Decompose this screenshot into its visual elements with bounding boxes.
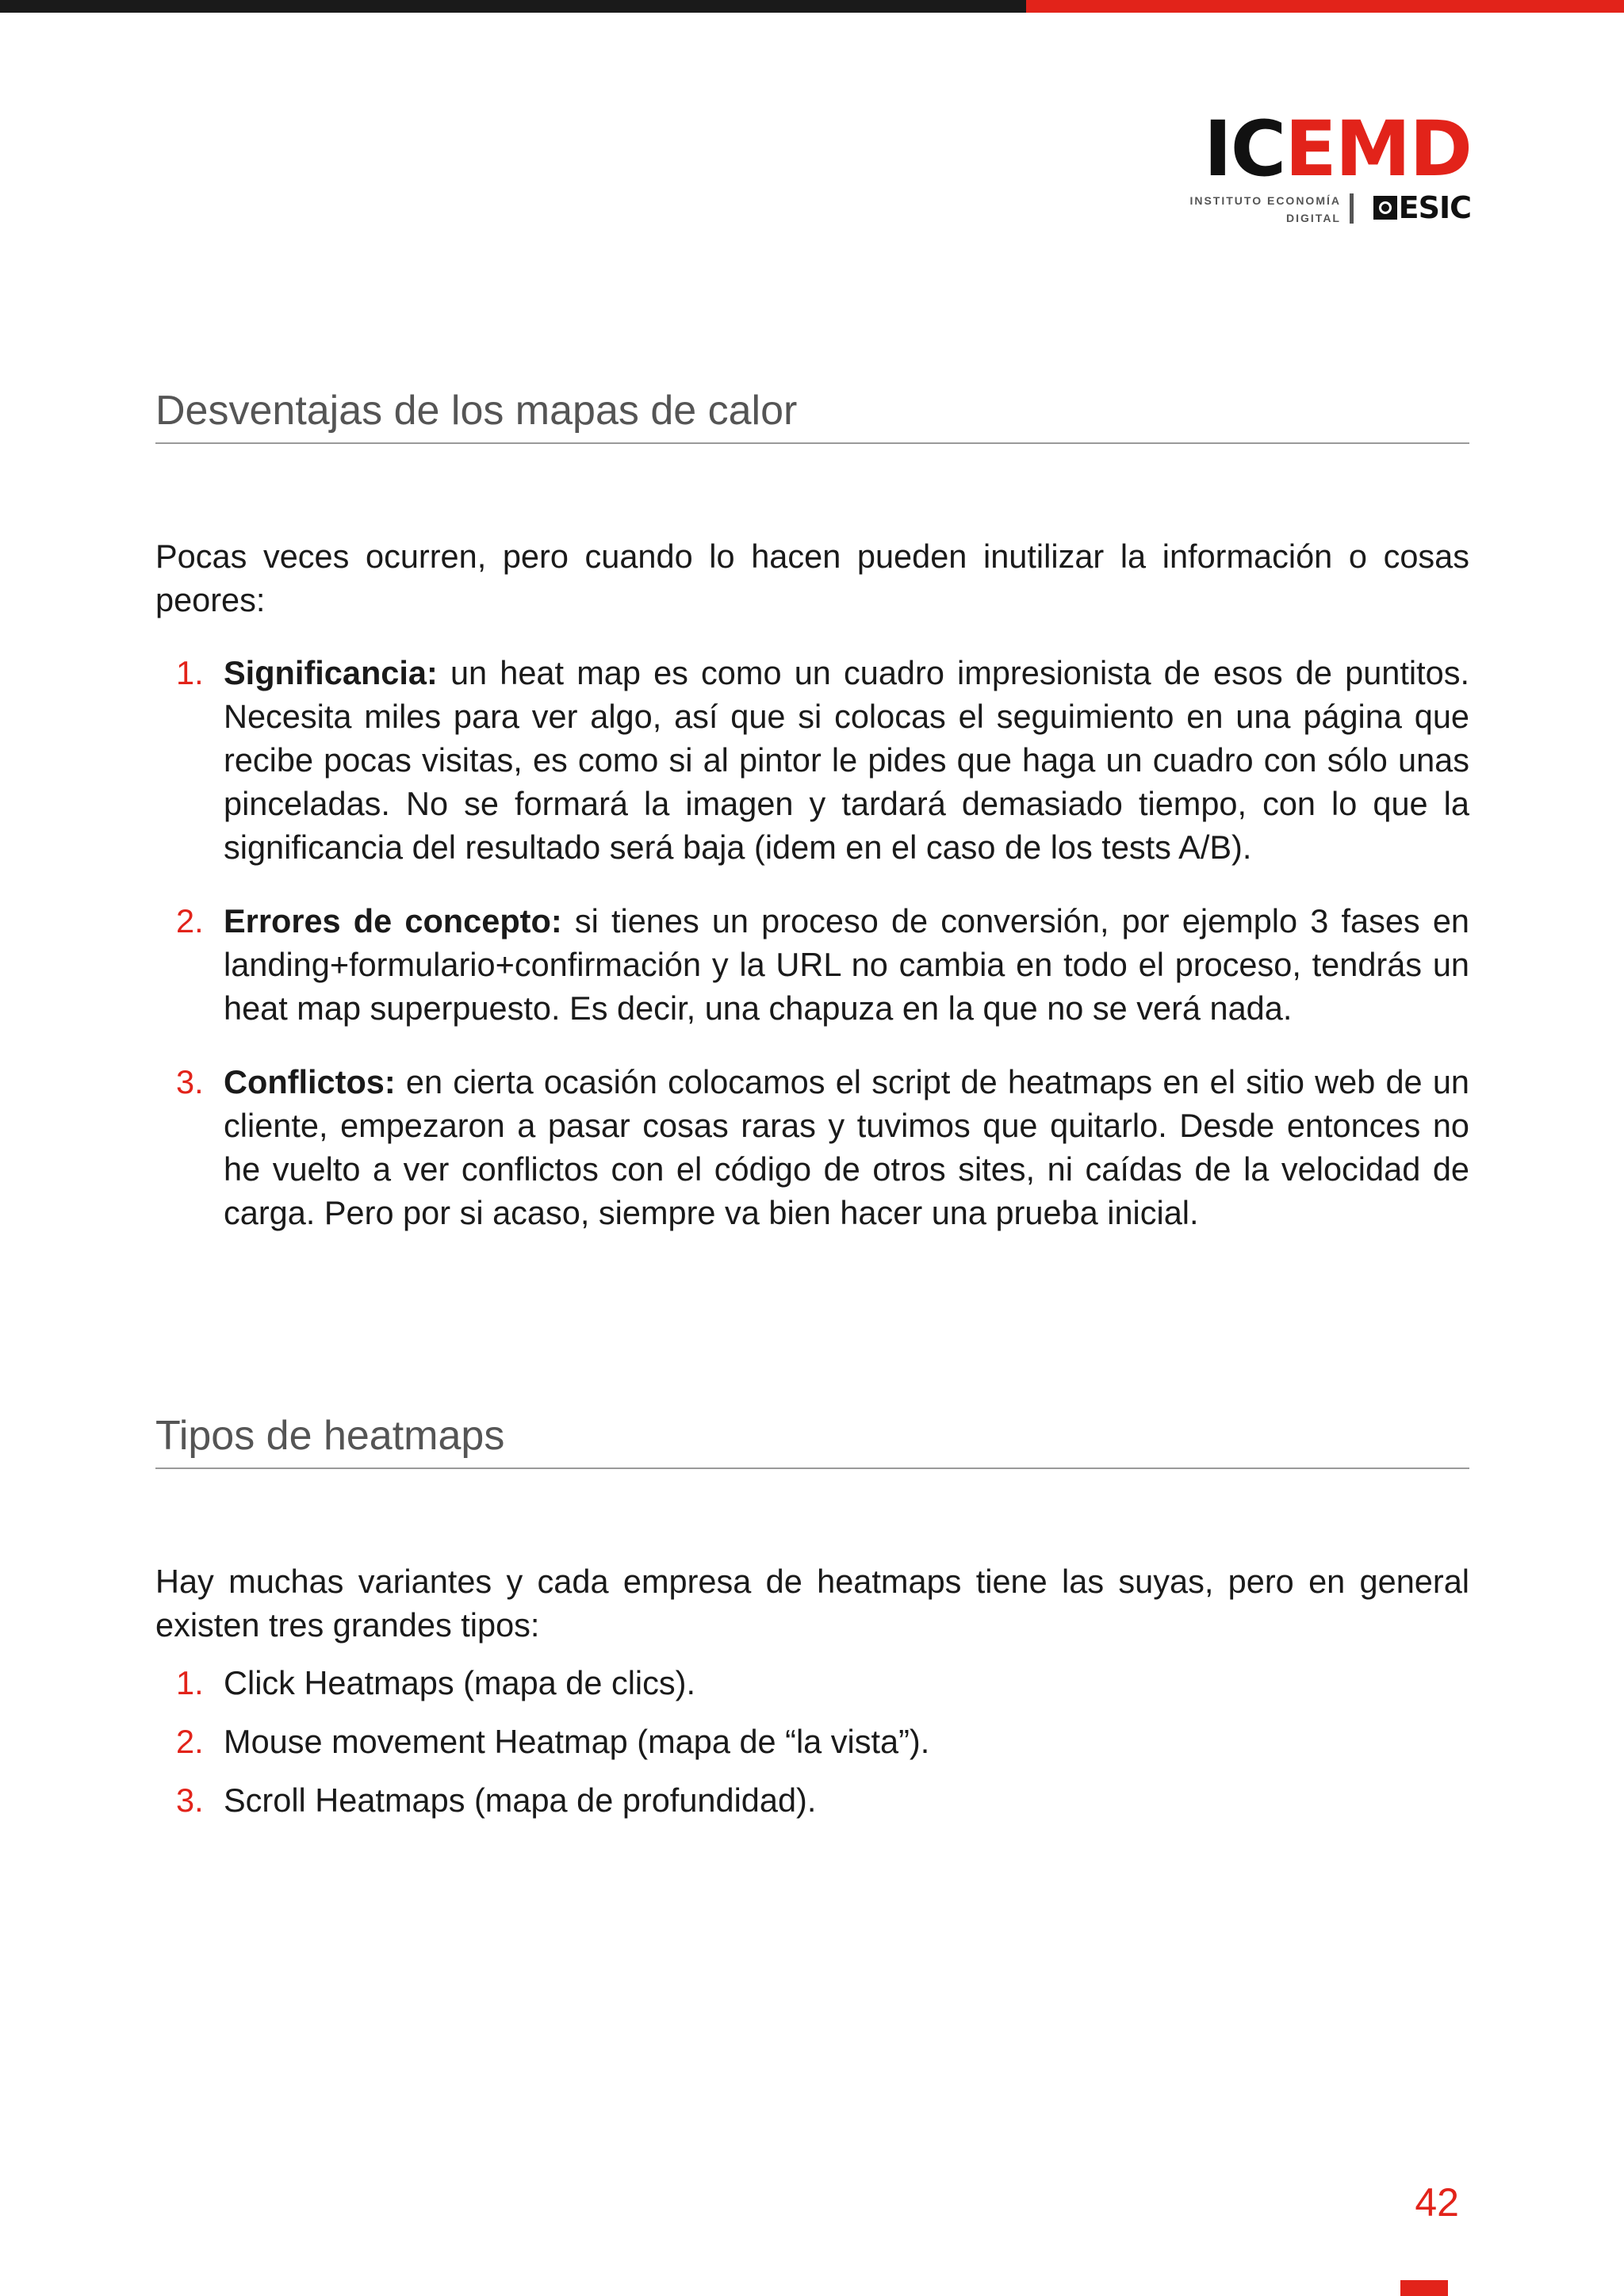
list-item-body	[224, 651, 1469, 869]
disadvantages-list	[155, 651, 1469, 1234]
list-item-text: Scroll Heatmaps (mapa de profundidad).	[224, 1781, 817, 1819]
list-item-number: 2.	[176, 902, 204, 939]
top-bar-accent	[1026, 0, 1624, 13]
section-heading-heatmap-types: Tipos de heatmaps	[155, 1409, 1469, 1469]
logo-subtitle	[1189, 192, 1341, 227]
list-item	[155, 651, 1469, 869]
section-intro: Hay muchas variantes y cada empresa de heatmaps tiene las suyas, pero en general existen tres grandes tipos:	[155, 1563, 1469, 1644]
list-item	[155, 1778, 1469, 1822]
logo-word-dark: IC	[1204, 105, 1285, 193]
esic-logo	[1373, 190, 1471, 225]
esic-wordmark: ESIC	[1398, 190, 1471, 225]
list-item-number: 1.	[176, 1664, 204, 1701]
icemd-logo	[1170, 105, 1471, 230]
list-item-body	[224, 899, 1469, 1030]
logo-subtitle-line2: DIGITAL	[1286, 212, 1341, 224]
section-heading-disadvantages: Desventajas de los mapas de calor	[155, 384, 1469, 444]
list-item-term: Significancia:	[224, 654, 438, 691]
page-number: 42	[1415, 2180, 1459, 2225]
heatmap-types-list	[155, 1661, 1469, 1822]
list-item-term: Errores de concepto:	[224, 902, 562, 939]
list-item-number: 1.	[176, 654, 204, 691]
list-item-term: Conflictos:	[224, 1063, 396, 1100]
logo-word-red: EMD	[1285, 105, 1471, 193]
list-item-body	[224, 1060, 1469, 1234]
list-item-text: un heat map es como un cuadro impresionista de esos de puntitos. Necesita miles para ver algo, así que si colocas el seguimiento en una página que recibe pocas visitas, es como si al pintor le pides que haga un cuadro con sólo unas pinceladas. No se formará la imagen y tardará demasiado tiempo, con lo que la significancia del resultado será baja (idem en el caso de los tests A/B).	[224, 654, 1469, 866]
corner-accent	[1400, 2280, 1448, 2296]
list-item	[155, 899, 1469, 1030]
logo-subtitle-line1: INSTITUTO ECONOMÍA	[1189, 194, 1341, 207]
logo-divider	[1350, 193, 1354, 224]
list-item-text: Click Heatmaps (mapa de clics).	[224, 1664, 696, 1701]
list-item-number: 3.	[176, 1063, 204, 1100]
list-item-number: 3.	[176, 1781, 204, 1819]
list-item	[155, 1060, 1469, 1234]
list-item-text: si tienes un proceso de conversión, por ejemplo 3 fases en landing+formulario+confirmación y la URL no cambia en todo el proceso, tendrás un heat map superpuesto. Es decir, una chapuza en la que no se verá nada.	[224, 902, 1470, 1027]
list-item-number: 2.	[176, 1723, 204, 1760]
top-bar-dark	[0, 0, 1026, 13]
page-content	[155, 384, 1469, 1822]
list-item	[155, 1720, 1469, 1763]
list-item	[155, 1661, 1469, 1705]
logo-wordmark	[1204, 105, 1471, 193]
list-item-text: Mouse movement Heatmap (mapa de “la vista”).	[224, 1723, 930, 1760]
section-intro: Pocas veces ocurren, pero cuando lo hacen pueden inutilizar la información o cosas peores:	[155, 538, 1469, 618]
esic-badge-icon	[1373, 196, 1397, 220]
list-item-text: en cierta ocasión colocamos el script de heatmaps en el sitio web de un cliente, empezaron a pasar cosas raras y tuvimos que quitarlo. Desde entonces no he vuelto a ver conflictos con el código de otros sites, ni caídas de la velocidad de carga. Pero por si acaso, siempre va bien hacer una prueba inicial.	[224, 1063, 1469, 1231]
